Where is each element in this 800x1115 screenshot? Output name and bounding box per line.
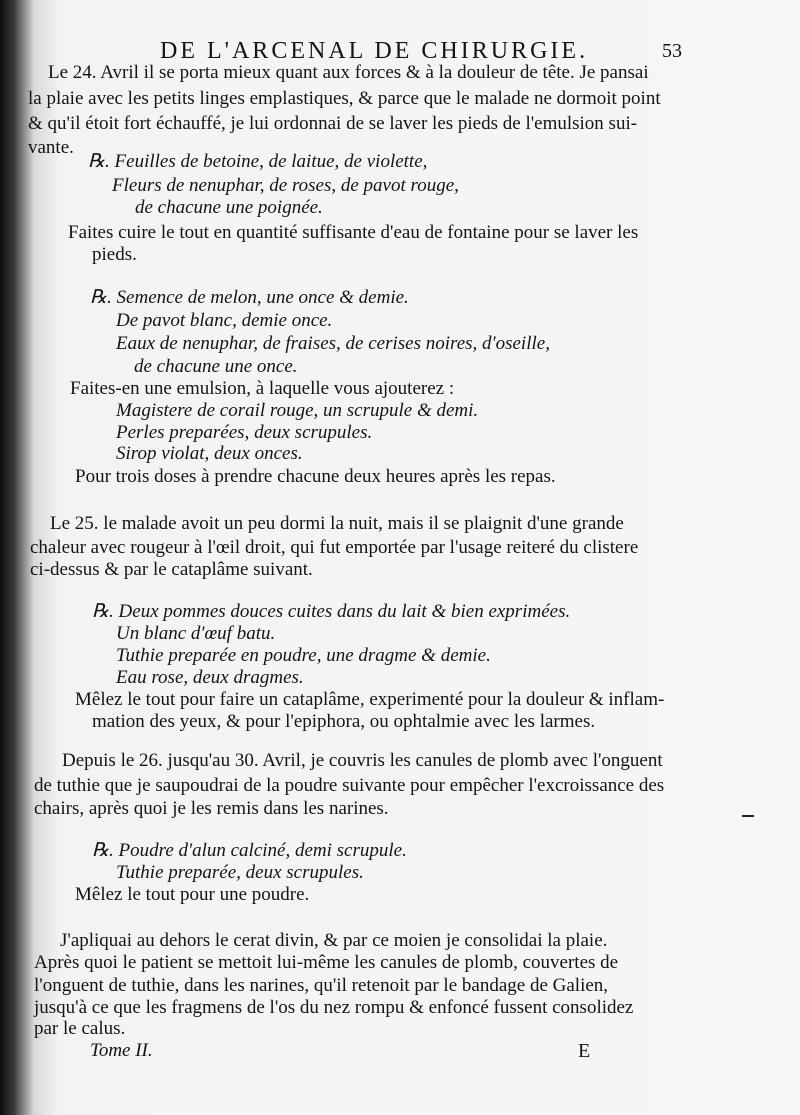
text-line: la plaie avec les petits linges emplastiques, & parce que le malade ne dormoit point	[28, 88, 661, 109]
recipe-line: Sirop violat, deux onces.	[116, 443, 303, 464]
recipe-line: Perles preparées, deux scrupules.	[116, 422, 373, 443]
text-line: Mêlez le tout pour faire un cataplâme, experimenté pour la douleur & inflam-	[75, 689, 665, 710]
margin-mark	[742, 815, 754, 817]
text-line: Après quoi le patient se mettoit lui-même les canules de plomb, couvertes de	[34, 952, 619, 973]
text-line: chairs, après quoi je les remis dans les narines.	[34, 798, 389, 819]
recipe-line: ℞. Semence de melon, une once & demie.	[90, 287, 409, 308]
text-line: chaleur avec rougeur à l'œil droit, qui fut emportée par l'usage reiteré du clistere	[30, 537, 639, 558]
running-header: DE L'ARCENAL DE CHIRURGIE.	[160, 38, 589, 64]
text-line: J'apliquai au dehors le cerat divin, & par ce moien je consolidai la plaie.	[60, 930, 608, 951]
recipe-line: Un blanc d'œuf batu.	[116, 623, 276, 644]
recipe-line: Magistere de corail rouge, un scrupule & demi.	[116, 400, 479, 421]
recipe-line: ℞. Poudre d'alun calciné, demi scrupule.	[92, 840, 407, 861]
recipe-line: De pavot blanc, demie once.	[116, 310, 333, 331]
text-line: Pour trois doses à prendre chacune deux heures après les repas.	[75, 466, 556, 487]
text-line: & qu'il étoit fort échauffé, je lui ordonnai de se laver les pieds de l'emulsion sui-	[28, 113, 638, 134]
recipe-line: Fleurs de nenuphar, de roses, de pavot rouge,	[112, 175, 459, 196]
text-line: jusqu'à ce que les fragmens de l'os du nez rompu & enfoncé fussent consolidez	[34, 997, 634, 1018]
recipe-line: Eau rose, deux dragmes.	[116, 667, 304, 688]
recipe-line: ℞. Feuilles de betoine, de laitue, de violette,	[88, 151, 428, 172]
volume-signature: Tome II.	[90, 1040, 153, 1061]
recipe-line: Tuthie preparée, deux scrupules.	[116, 862, 364, 883]
recipe-line: Tuthie preparée en poudre, une dragme & demie.	[116, 645, 491, 666]
gathering-signature: E	[578, 1040, 591, 1062]
text-line: l'onguent de tuthie, dans les narines, qu'il retenoit par le bandage de Galien,	[34, 975, 609, 996]
text-line: Mêlez le tout pour une poudre.	[75, 884, 310, 905]
recipe-line: Eaux de nenuphar, de fraises, de cerises noires, d'oseille,	[116, 333, 550, 354]
text-line: Le 25. le malade avoit un peu dormi la nuit, mais il se plaignit d'une grande	[50, 513, 624, 534]
text-line: pieds.	[92, 244, 137, 265]
text-line: Le 24. Avril il se porta mieux quant aux forces & à la douleur de tête. Je pansai	[48, 62, 649, 83]
text-line: Faites cuire le tout en quantité suffisante d'eau de fontaine pour se laver les	[68, 222, 639, 243]
text-line: par le calus.	[34, 1018, 126, 1039]
recipe-line: de chacune une poignée.	[135, 197, 323, 218]
text-line: vante.	[28, 137, 74, 158]
page-number: 53	[662, 40, 682, 62]
text-line: ci-dessus & par le cataplâme suivant.	[30, 559, 313, 580]
text-line: de tuthie que je saupoudrai de la poudre suivante pour empêcher l'excroissance des	[34, 775, 665, 796]
text-line: mation des yeux, & pour l'epiphora, ou ophtalmie avec les larmes.	[92, 711, 596, 732]
recipe-line: de chacune une once.	[134, 356, 298, 377]
text-line: Depuis le 26. jusqu'au 30. Avril, je couvris les canules de plomb avec l'onguent	[62, 750, 663, 771]
text-line: Faites-en une emulsion, à laquelle vous ajouterez :	[70, 378, 455, 399]
recipe-line: ℞. Deux pommes douces cuites dans du lait & bien exprimées.	[92, 601, 571, 622]
